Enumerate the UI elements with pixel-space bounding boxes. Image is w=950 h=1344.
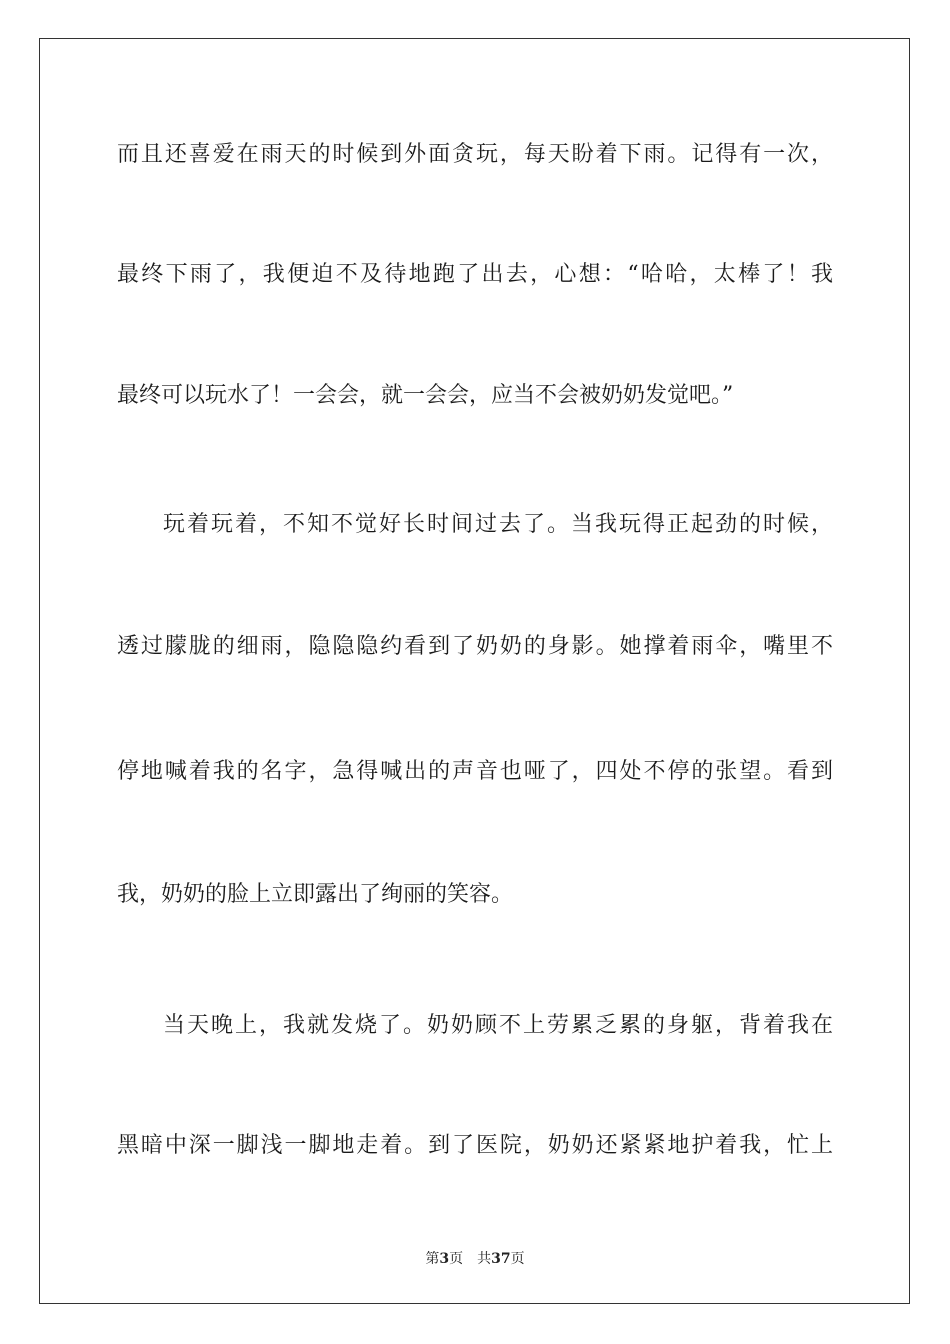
footer-total-prefix: 共 [477, 1251, 492, 1267]
text-line-3: 最终可以玩水了！一会会，就一会会，应当不会被奶奶发觉吧。” [117, 383, 734, 408]
footer-page-total: 37 [491, 1251, 511, 1267]
footer-page-prefix: 第 [425, 1251, 440, 1267]
page-footer [0, 1250, 950, 1268]
footer-page-suffix: 页 [449, 1251, 464, 1267]
text-line-6: 停地喊着我的名字，急得喊出的声音也哑了，四处不停的张望。看到 [117, 759, 833, 784]
text-line-4: 玩着玩着，不知不觉好长时间过去了。当我玩得正起劲的时候， [163, 512, 833, 537]
text-line-7: 我，奶奶的脸上立即露出了绚丽的笑容。 [117, 882, 514, 907]
text-line-5: 透过朦胧的细雨，隐隐隐约看到了奶奶的身影。她撑着雨伞，嘴里不 [117, 634, 833, 659]
footer-page-current: 3 [439, 1251, 450, 1267]
text-line-9: 黑暗中深一脚浅一脚地走着。到了医院，奶奶还紧紧地护着我，忙上 [117, 1133, 833, 1158]
text-line-1: 而且还喜爱在雨天的时候到外面贪玩，每天盼着下雨。记得有一次， [117, 142, 833, 167]
text-line-8: 当天晚上，我就发烧了。奶奶顾不上劳累乏累的身躯，背着我在 [163, 1013, 833, 1038]
page-frame [39, 38, 910, 1304]
text-line-2: 最终下雨了，我便迫不及待地跑了出去，心想：“哈哈，太棒了！我 [117, 262, 833, 287]
footer-total-suffix: 页 [510, 1251, 525, 1267]
